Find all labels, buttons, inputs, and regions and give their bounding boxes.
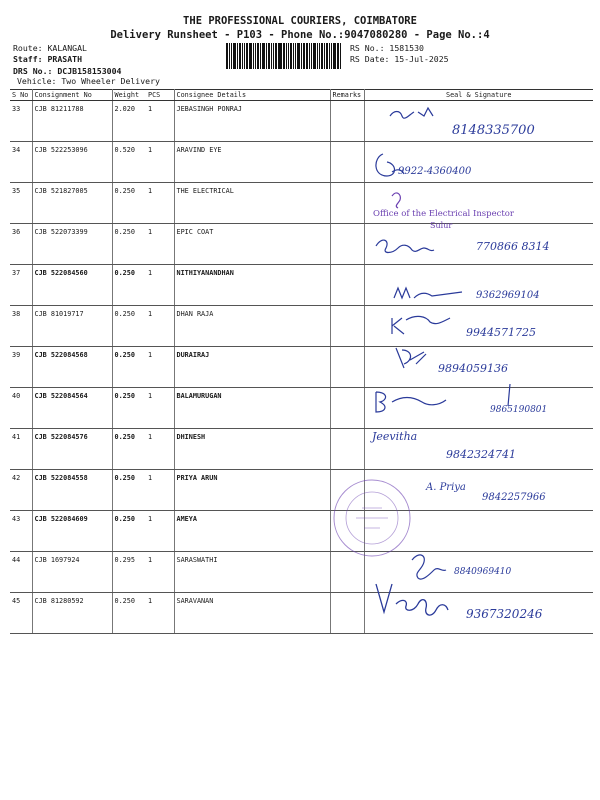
row-remarks [330, 183, 364, 224]
barcode-bar [268, 43, 270, 69]
row-consignment: CJB 522073399 [32, 224, 112, 265]
row-consignment: CJB 521827005 [32, 183, 112, 224]
barcode-bar [253, 43, 254, 69]
row-remarks [330, 593, 364, 634]
handwritten-phone-38: 9944571725 [466, 326, 536, 339]
barcode-bar [301, 43, 302, 69]
row-remarks [330, 552, 364, 593]
col-weight: Weight [112, 90, 146, 101]
table-row [10, 347, 593, 388]
row-signature [364, 142, 593, 183]
rs-date: RS Date: 15-Jul-2025 [350, 54, 449, 64]
row-sno: 41 [10, 429, 32, 470]
office-stamp-location-35: Sulur [430, 221, 453, 230]
row-remarks [330, 101, 364, 142]
row-remarks [330, 470, 364, 511]
barcode-bar [295, 43, 296, 69]
barcode-bar [271, 43, 272, 69]
row-weight: 0.250 [112, 183, 146, 224]
barcode-bar [286, 43, 287, 69]
row-remarks [330, 347, 364, 388]
handwritten-phone-40: 9865190801 [490, 405, 548, 415]
barcode-bar [326, 43, 328, 69]
barcode-bar [319, 43, 320, 69]
row-weight: 2.020 [112, 101, 146, 142]
row-weight: 0.250 [112, 347, 146, 388]
barcode-bar [340, 43, 341, 69]
barcode-bar [331, 43, 332, 69]
row-remarks [330, 306, 364, 347]
row-sno: 40 [10, 388, 32, 429]
row-consignment: CJB 522084560 [32, 265, 112, 306]
row-pcs: 1 [146, 142, 174, 183]
barcode-bar [337, 43, 339, 69]
row-consignee: ARAVIND EYE [174, 142, 330, 183]
row-consignee: SARASWATHI [174, 552, 330, 593]
barcode-bar [229, 43, 230, 69]
barcode-bar [321, 43, 323, 69]
barcode-bar [249, 43, 252, 69]
barcode-bar [306, 43, 308, 69]
barcode [226, 43, 342, 69]
barcode-bar [297, 43, 300, 69]
col-consignee: Consignee Details [174, 90, 330, 101]
barcode-bar [273, 43, 274, 69]
row-weight: 0.250 [112, 388, 146, 429]
row-consignment: CJB 522253096 [32, 142, 112, 183]
vehicle-label: Vehicle: Two Wheeler Delivery [17, 76, 160, 86]
row-pcs: 1 [146, 224, 174, 265]
table-row [10, 265, 593, 306]
table-row [10, 101, 593, 142]
row-remarks [330, 429, 364, 470]
staff-label: Staff: PRASATH [13, 54, 83, 64]
row-weight: 0.520 [112, 142, 146, 183]
row-sno: 42 [10, 470, 32, 511]
row-consignee: EPIC COAT [174, 224, 330, 265]
row-consignee: BALAMURUGAN [174, 388, 330, 429]
barcode-bar [257, 43, 259, 69]
table-row [10, 224, 593, 265]
row-consignee: PRIYA ARUN [174, 470, 330, 511]
barcode-bar [260, 43, 261, 69]
barcode-bar [311, 43, 312, 69]
row-weight: 0.250 [112, 265, 146, 306]
row-remarks [330, 511, 364, 552]
col-consignment: Consignment No [32, 90, 112, 101]
row-pcs: 1 [146, 388, 174, 429]
document-title: THE PROFESSIONAL COURIERS, COIMBATORE [183, 15, 417, 27]
row-weight: 0.250 [112, 470, 146, 511]
table-row [10, 552, 593, 593]
table-row [10, 470, 593, 511]
row-sno: 33 [10, 101, 32, 142]
row-sno: 37 [10, 265, 32, 306]
row-pcs: 1 [146, 183, 174, 224]
row-consignment: CJB 81280592 [32, 593, 112, 634]
row-weight: 0.250 [112, 306, 146, 347]
handwritten-phone-33: 8148335700 [452, 123, 535, 138]
barcode-bar [303, 43, 305, 69]
row-pcs: 1 [146, 593, 174, 634]
office-stamp-35: Office of the Electrical Inspector [373, 209, 514, 219]
row-consignment: CJB 522084568 [32, 347, 112, 388]
barcode-bar [239, 43, 241, 69]
row-consignee: AMEYA [174, 511, 330, 552]
row-pcs: 1 [146, 265, 174, 306]
row-weight: 0.295 [112, 552, 146, 593]
row-consignment: CJB 1697924 [32, 552, 112, 593]
barcode-bar [288, 43, 289, 69]
handwritten-phone-37: 9362969104 [476, 290, 540, 301]
row-consignee: NITHIYANANDHAN [174, 265, 330, 306]
row-pcs: 1 [146, 511, 174, 552]
row-pcs: 1 [146, 347, 174, 388]
handwritten-name-41: Jeevitha [372, 430, 418, 443]
row-pcs: 1 [146, 101, 174, 142]
barcode-bar [309, 43, 310, 69]
table-row [10, 429, 593, 470]
table-row [10, 388, 593, 429]
barcode-bar [255, 43, 256, 69]
row-consignee: JEBASINGH PONRAJ [174, 101, 330, 142]
row-signature [364, 306, 593, 347]
col-pcs: PCS [146, 90, 174, 101]
drs-number: DRS No.: DCJB158153004 [13, 66, 122, 76]
row-consignment: CJB 522084564 [32, 388, 112, 429]
row-consignee: DURAIRAJ [174, 347, 330, 388]
row-sno: 35 [10, 183, 32, 224]
row-signature [364, 470, 593, 511]
route-label: Route: KALANGAL [13, 43, 87, 53]
barcode-bar [244, 43, 245, 69]
row-weight: 0.250 [112, 593, 146, 634]
col-remarks: Remarks [330, 90, 364, 101]
row-consignment: CJB 522084558 [32, 470, 112, 511]
handwritten-phone-44: 8840969410 [454, 567, 512, 577]
row-consignment: CJB 81211788 [32, 101, 112, 142]
row-sno: 34 [10, 142, 32, 183]
row-consignment: CJB 522084576 [32, 429, 112, 470]
row-remarks [330, 142, 364, 183]
row-sno: 43 [10, 511, 32, 552]
table-row [10, 511, 593, 552]
barcode-bar [266, 43, 267, 69]
barcode-bar [226, 43, 228, 69]
barcode-bar [242, 43, 243, 69]
row-signature [364, 265, 593, 306]
barcode-bar [278, 43, 279, 69]
row-signature [364, 101, 593, 142]
table-row [10, 306, 593, 347]
row-sno: 36 [10, 224, 32, 265]
row-consignment: CJB 81019717 [32, 306, 112, 347]
row-sno: 38 [10, 306, 32, 347]
barcode-bar [293, 43, 294, 69]
barcode-bar [317, 43, 318, 69]
table-header-row [10, 90, 593, 101]
barcode-bar [329, 43, 330, 69]
row-signature [364, 347, 593, 388]
handwritten-phone-42: 9842257966 [482, 492, 546, 503]
col-sno: S No [10, 90, 32, 101]
row-weight: 0.250 [112, 511, 146, 552]
row-weight: 0.250 [112, 224, 146, 265]
barcode-bar [279, 43, 282, 69]
row-signature [364, 429, 593, 470]
handwritten-name-42: A. Priya [426, 482, 466, 493]
rs-number: RS No.: 1581530 [350, 43, 424, 53]
row-remarks [330, 388, 364, 429]
row-pcs: 1 [146, 429, 174, 470]
handwritten-phone-41: 9842324741 [446, 448, 516, 461]
row-consignee: DHAN RAJA [174, 306, 330, 347]
row-remarks [330, 265, 364, 306]
row-pcs: 1 [146, 552, 174, 593]
handwritten-phone-39: 9894059136 [438, 362, 508, 375]
row-signature [364, 183, 593, 224]
barcode-bar [231, 43, 232, 69]
row-pcs: 1 [146, 470, 174, 511]
document-subtitle: Delivery Runsheet - P103 - Phone No.:9047080280 - Page No.:4 [110, 29, 490, 41]
handwritten-phone-34: 9922-4360400 [398, 166, 472, 177]
table-row [10, 142, 593, 183]
row-consignee: THE ELECTRICAL [174, 183, 330, 224]
barcode-bar [313, 43, 316, 69]
col-signature: Seal & Signature [364, 90, 593, 101]
row-sno: 39 [10, 347, 32, 388]
barcode-bar [324, 43, 325, 69]
barcode-bar [262, 43, 265, 69]
row-signature [364, 224, 593, 265]
row-signature [364, 388, 593, 429]
barcode-bar [233, 43, 236, 69]
row-sno: 44 [10, 552, 32, 593]
barcode-bar [275, 43, 277, 69]
table-row [10, 183, 593, 224]
handwritten-phone-36: 770866 8314 [476, 240, 550, 253]
row-consignment: CJB 522084609 [32, 511, 112, 552]
row-signature [364, 593, 593, 634]
row-consignee: DHINESH [174, 429, 330, 470]
row-consignee: SARAVANAN [174, 593, 330, 634]
row-signature [364, 511, 593, 552]
row-remarks [330, 224, 364, 265]
row-pcs: 1 [146, 306, 174, 347]
barcode-bar [290, 43, 292, 69]
handwritten-phone-45: 9367320246 [466, 607, 543, 621]
row-signature [364, 552, 593, 593]
barcode-bar [246, 43, 248, 69]
row-weight: 0.250 [112, 429, 146, 470]
barcode-bar [237, 43, 238, 69]
runsheet-table [10, 89, 593, 634]
barcode-bar [333, 43, 336, 69]
barcode-bar [283, 43, 285, 69]
table-row [10, 593, 593, 634]
row-sno: 45 [10, 593, 32, 634]
